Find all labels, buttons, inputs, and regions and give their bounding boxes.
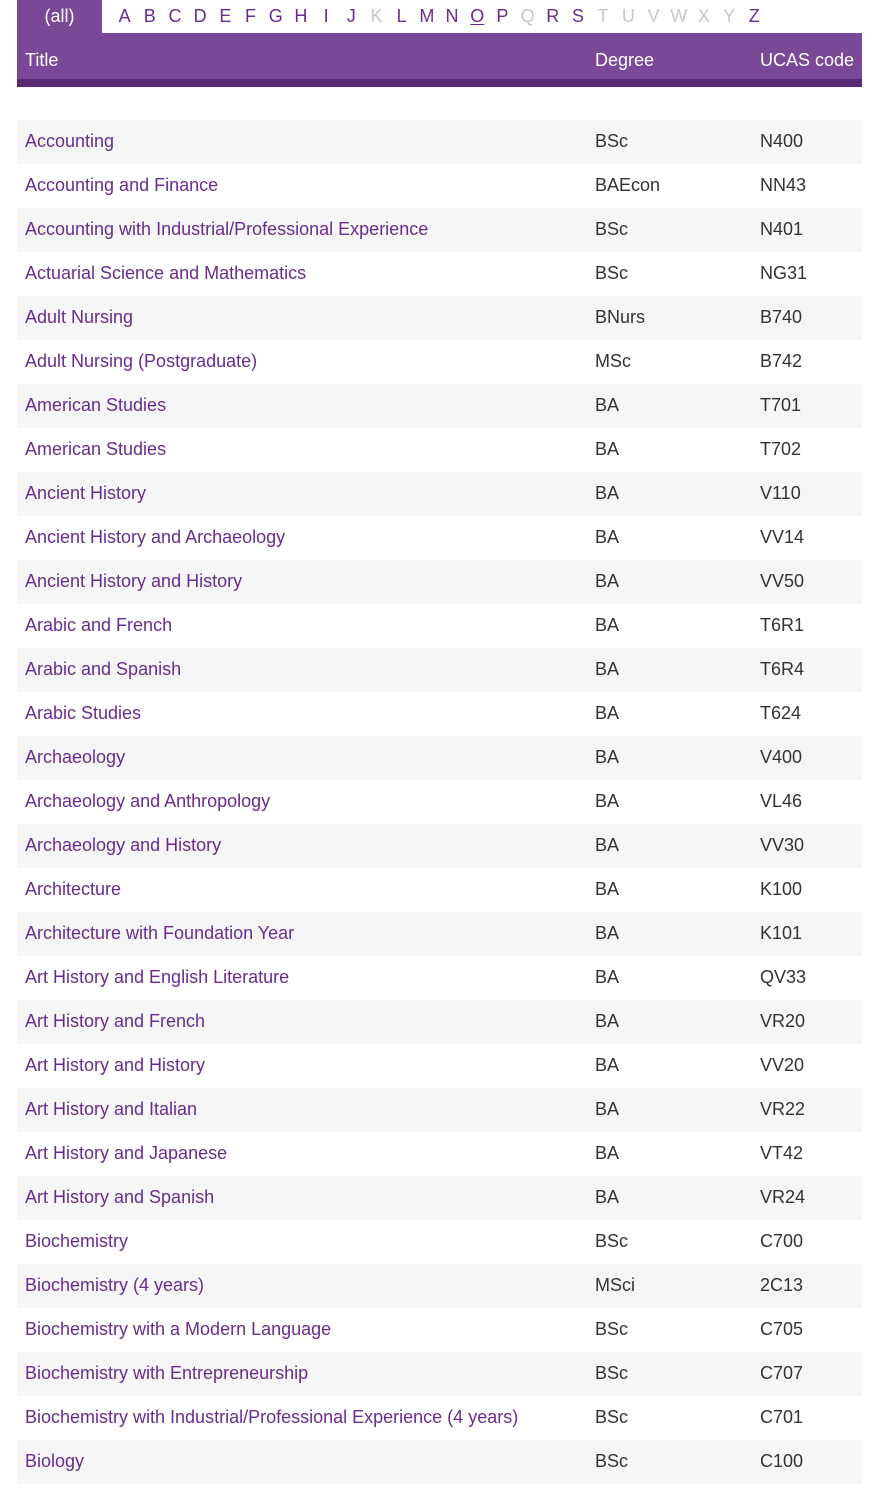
filter-letter-p[interactable]: P	[496, 6, 509, 26]
course-ucas-code: VV14	[760, 527, 805, 547]
table-row	[17, 604, 862, 648]
table-row	[17, 252, 862, 296]
course-ucas-code: T701	[760, 395, 802, 415]
course-degree: BA	[595, 571, 620, 591]
course-title-link[interactable]: Art History and History	[25, 1055, 206, 1075]
letter-filter	[17, 0, 862, 33]
table-row	[17, 428, 862, 472]
course-degree: BA	[595, 923, 620, 943]
course-degree: BA	[595, 879, 620, 899]
course-ucas-code: C700	[760, 1231, 804, 1251]
course-ucas-code: VR24	[760, 1187, 806, 1207]
table-row	[17, 1352, 862, 1396]
course-ucas-code: V110	[760, 483, 801, 503]
table-row	[17, 1308, 862, 1352]
table-row	[17, 912, 862, 956]
filter-letter-z[interactable]: Z	[748, 6, 760, 26]
filter-letter-x: X	[697, 6, 710, 26]
course-ucas-code: NG31	[760, 263, 808, 283]
course-degree: BA	[595, 1143, 620, 1163]
course-ucas-code: NN43	[760, 175, 807, 195]
course-title-link[interactable]: Accounting with Industrial/Professional Experience	[25, 219, 429, 239]
course-title-link[interactable]: Archaeology and Anthropology	[25, 791, 271, 811]
course-title-link[interactable]: Biochemistry with Industrial/Professional Experience (4 years)	[25, 1407, 519, 1427]
course-ucas-code: T6R4	[760, 659, 805, 679]
course-list	[17, 0, 862, 1484]
course-degree: MSc	[595, 351, 631, 371]
filter-letter-u: U	[621, 6, 635, 26]
course-ucas-code: QV33	[760, 967, 807, 987]
course-title-link[interactable]: Biology	[25, 1451, 85, 1471]
course-degree: BA	[595, 527, 620, 547]
course-ucas-code: K100	[760, 879, 803, 899]
course-title-link[interactable]: American Studies	[25, 395, 167, 415]
course-degree: BSc	[595, 263, 629, 283]
table-row	[17, 1220, 862, 1264]
course-degree: BA	[595, 747, 620, 767]
table-row	[17, 780, 862, 824]
course-degree: BSc	[595, 1451, 629, 1471]
column-header-ucas-code: UCAS code	[760, 50, 855, 70]
course-degree: BAEcon	[595, 175, 661, 195]
course-title-link[interactable]: Ancient History and Archaeology	[25, 527, 286, 547]
course-ucas-code: V400	[760, 747, 803, 767]
course-title-link[interactable]: Archaeology and History	[25, 835, 222, 855]
course-ucas-code: K101	[760, 923, 803, 943]
course-title-link[interactable]: Art History and Italian	[25, 1099, 198, 1119]
course-title-link[interactable]: Ancient History	[25, 483, 147, 503]
filter-letter-j[interactable]: J	[346, 6, 356, 26]
course-ucas-code: VR20	[760, 1011, 806, 1031]
filter-letter-v: V	[647, 6, 660, 26]
table-body	[17, 120, 862, 1484]
course-degree: BA	[595, 1187, 620, 1207]
course-ucas-code: T624	[760, 703, 802, 723]
course-ucas-code: B740	[760, 307, 803, 327]
course-ucas-code: C705	[760, 1319, 804, 1339]
table-row	[17, 1176, 862, 1220]
filter-letter-d[interactable]: D	[193, 6, 207, 26]
course-degree: BA	[595, 615, 620, 635]
course-ucas-code: C701	[760, 1407, 804, 1427]
filter-letter-m[interactable]: M	[419, 6, 435, 26]
course-degree: BSc	[595, 1319, 629, 1339]
course-ucas-code: B742	[760, 351, 803, 371]
filter-all-tab[interactable]: (all)	[17, 0, 102, 33]
filter-letter-e[interactable]: E	[219, 6, 232, 26]
course-title-link[interactable]: Art History and Spanish	[25, 1187, 215, 1207]
course-ucas-code: N400	[760, 131, 804, 151]
course-title-link[interactable]: Art History and English Literature	[25, 967, 290, 987]
course-title-link[interactable]: Biochemistry with a Modern Language	[25, 1319, 332, 1339]
table-row	[17, 1044, 862, 1088]
column-header-title: Title	[25, 50, 59, 70]
course-degree: BSc	[595, 1407, 629, 1427]
column-header-degree: Degree	[595, 50, 655, 70]
course-ucas-code: C100	[760, 1451, 804, 1471]
table-row	[17, 208, 862, 252]
course-title-link[interactable]: Ancient History and History	[25, 571, 243, 591]
table-header	[17, 33, 862, 87]
table-row	[17, 560, 862, 604]
course-title-link[interactable]: Actuarial Science and Mathematics	[25, 263, 307, 283]
table-row	[17, 472, 862, 516]
course-degree: BA	[595, 1055, 620, 1075]
course-degree: BA	[595, 1011, 620, 1031]
course-degree: BA	[595, 1099, 620, 1119]
course-degree: BA	[595, 703, 620, 723]
course-degree: BA	[595, 395, 620, 415]
course-ucas-code: VV30	[760, 835, 805, 855]
course-ucas-code: VR22	[760, 1099, 806, 1119]
course-title-link[interactable]: Art History and Japanese	[25, 1143, 228, 1163]
table-row	[17, 956, 862, 1000]
filter-letter-s[interactable]: S	[571, 6, 584, 26]
course-degree: BA	[595, 835, 620, 855]
table-row	[17, 1132, 862, 1176]
course-title-link[interactable]: Architecture with Foundation Year	[25, 923, 295, 943]
table-row	[17, 1396, 862, 1440]
filter-letter-t: T	[597, 6, 609, 26]
filter-letter-o[interactable]: O	[470, 6, 485, 26]
filter-letter-g[interactable]: G	[268, 6, 283, 26]
course-degree: BA	[595, 967, 620, 987]
course-ucas-code: T702	[760, 439, 802, 459]
course-degree: BNurs	[595, 307, 646, 327]
course-degree: BSc	[595, 1231, 629, 1251]
course-title-link[interactable]: Art History and French	[25, 1011, 206, 1031]
course-degree: BSc	[595, 219, 629, 239]
course-ucas-code: VV50	[760, 571, 805, 591]
filter-letter-y: Y	[723, 6, 736, 26]
course-title-link[interactable]: Biochemistry with Entrepreneurship	[25, 1363, 309, 1383]
table-row	[17, 692, 862, 736]
course-title-link[interactable]: Biochemistry	[25, 1231, 129, 1251]
course-ucas-code: N401	[760, 219, 804, 239]
table-row	[17, 516, 862, 560]
filter-letter-n[interactable]: N	[445, 6, 459, 26]
filter-letter-l[interactable]: L	[396, 6, 407, 26]
course-degree: BA	[595, 659, 620, 679]
course-ucas-code: VT42	[760, 1143, 804, 1163]
course-degree: BA	[595, 791, 620, 811]
course-ucas-code: T6R1	[760, 615, 805, 635]
course-title-link[interactable]: Accounting and Finance	[25, 175, 219, 195]
course-degree: MSci	[595, 1275, 635, 1295]
table-spacer	[17, 87, 862, 120]
course-title-link[interactable]: Archaeology	[25, 747, 126, 767]
filter-letter-b[interactable]: B	[143, 6, 156, 26]
course-title-link[interactable]: Adult Nursing	[25, 307, 134, 327]
table-row	[17, 868, 862, 912]
table-row	[17, 296, 862, 340]
course-degree: BA	[595, 439, 620, 459]
table-row	[17, 1440, 862, 1484]
course-title-link[interactable]: Adult Nursing (Postgraduate)	[25, 351, 258, 371]
course-title-link[interactable]: Arabic and French	[25, 615, 173, 635]
filter-letter-i[interactable]: I	[323, 6, 329, 26]
course-title-link[interactable]: American Studies	[25, 439, 167, 459]
letter-list	[102, 0, 767, 33]
course-title-link[interactable]: Accounting	[25, 131, 115, 151]
filter-letter-a[interactable]: A	[118, 6, 131, 26]
course-degree: BSc	[595, 131, 629, 151]
table-row	[17, 1088, 862, 1132]
filter-letter-r[interactable]: R	[546, 6, 560, 26]
table-row	[17, 1264, 862, 1308]
filter-letter-c[interactable]: C	[168, 6, 182, 26]
course-title-link[interactable]: Arabic and Spanish	[25, 659, 182, 679]
table-row	[17, 824, 862, 868]
table-row	[17, 340, 862, 384]
course-ucas-code: VV20	[760, 1055, 805, 1075]
course-ucas-code: 2C13	[760, 1275, 804, 1295]
course-degree: BA	[595, 483, 620, 503]
course-title-link[interactable]: Biochemistry (4 years)	[25, 1275, 205, 1295]
table-row	[17, 1000, 862, 1044]
course-ucas-code: VL46	[760, 791, 803, 811]
filter-letter-f[interactable]: F	[245, 6, 257, 26]
filter-letter-h[interactable]: H	[294, 6, 308, 26]
course-title-link[interactable]: Arabic Studies	[25, 703, 142, 723]
course-title-link[interactable]: Architecture	[25, 879, 122, 899]
table-row	[17, 648, 862, 692]
table-row	[17, 164, 862, 208]
filter-letter-q: Q	[520, 6, 535, 26]
filter-letter-w: W	[670, 6, 688, 26]
table-row	[17, 384, 862, 428]
filter-letter-k: K	[370, 6, 383, 26]
table-row	[17, 736, 862, 780]
course-ucas-code: C707	[760, 1363, 804, 1383]
course-degree: BSc	[595, 1363, 629, 1383]
table-row	[17, 120, 862, 164]
